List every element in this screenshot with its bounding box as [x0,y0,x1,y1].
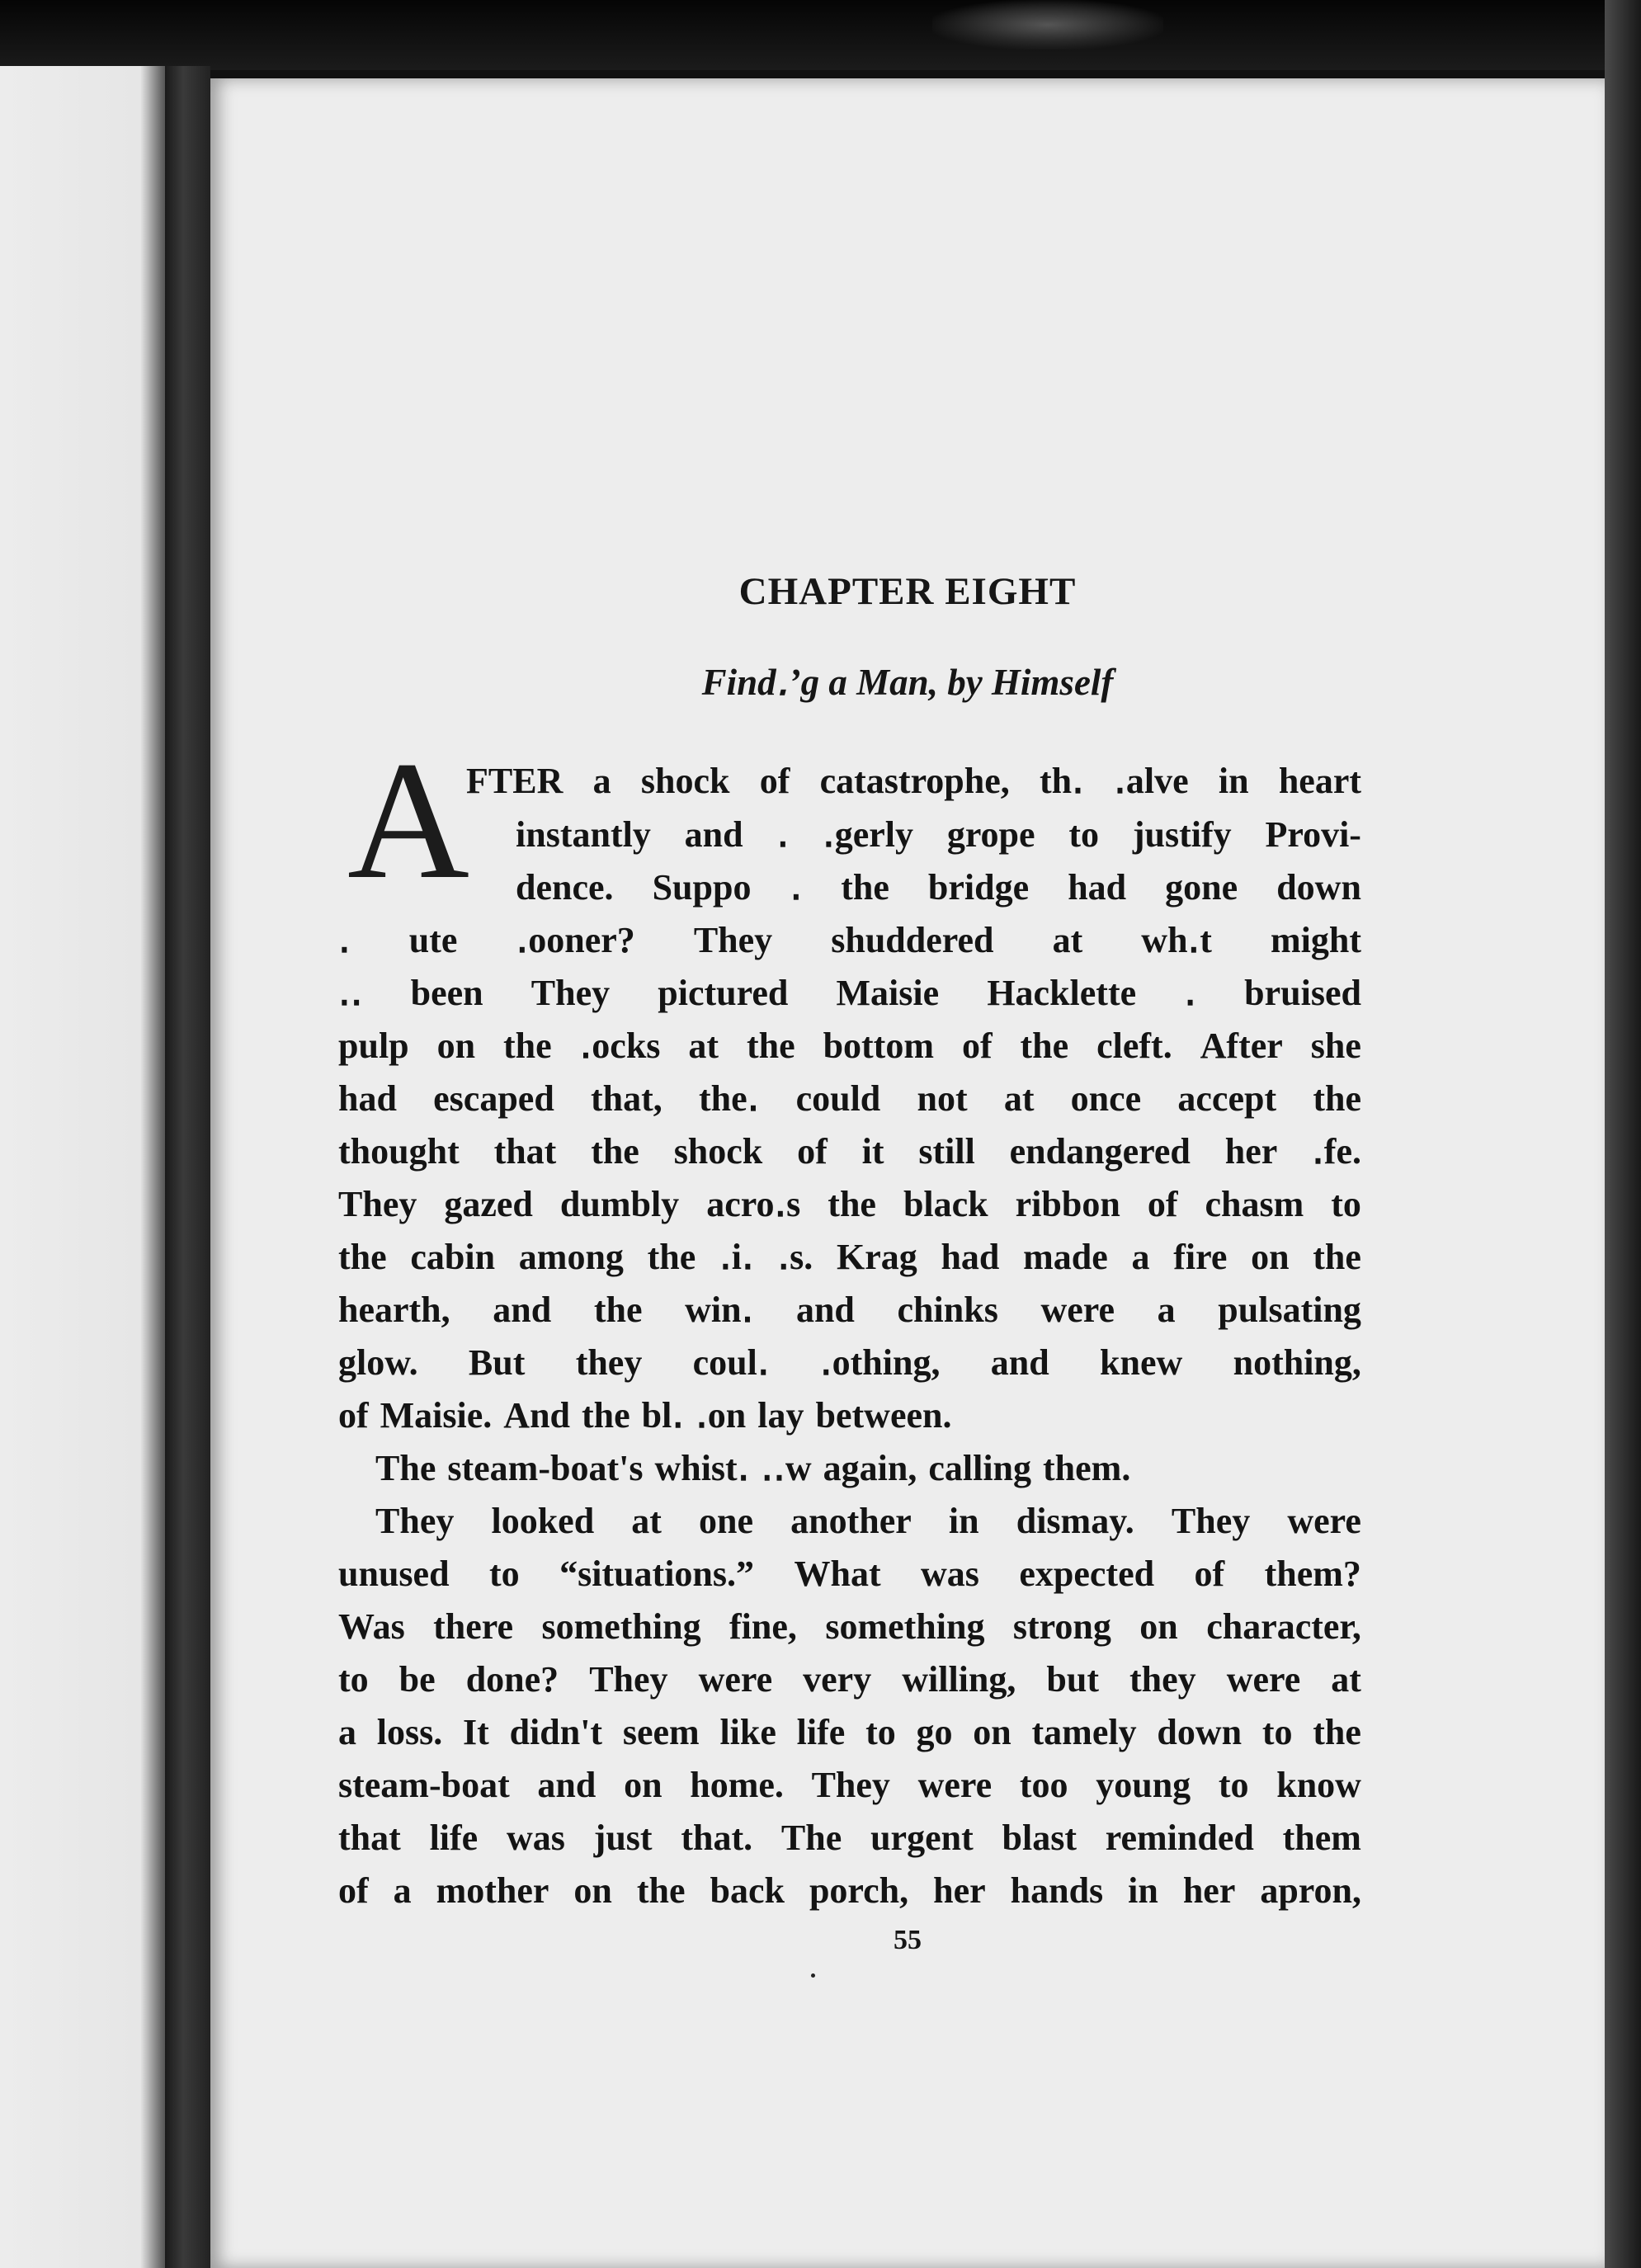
word: fine, [729,1606,797,1647]
text-line [466,755,1361,808]
word: dismay. [1016,1501,1134,1541]
word: ․․ [338,973,363,1013]
word: to [488,1554,520,1594]
word: there [433,1606,514,1647]
word: and [537,1765,597,1805]
word: reminded [1105,1818,1254,1858]
word: they [575,1342,643,1383]
word: between. [815,1395,952,1436]
text-line [338,1653,1361,1706]
word: ․fe. [1312,1131,1361,1172]
text-line [338,1020,1361,1073]
word: chasm [1205,1184,1304,1224]
word: were [1287,1501,1361,1541]
word: apron, [1260,1870,1361,1911]
word: It [463,1712,489,1752]
word: be [398,1659,436,1700]
word: FTER [466,761,564,801]
word: was [506,1818,565,1858]
word: justify [1132,814,1232,855]
word: ․․w [761,1448,812,1488]
text-line [338,1073,1361,1125]
word: made [1023,1237,1108,1277]
word: and [795,1290,855,1330]
word: cleft. [1096,1026,1172,1066]
word: down [1276,867,1361,908]
word: a [1131,1237,1150,1277]
word: urgent [870,1818,974,1858]
word: They [693,920,773,960]
word: hearth, [338,1290,450,1330]
word: ․i․ [719,1237,754,1277]
word: shuddered [831,920,994,960]
word: grope [946,814,1035,855]
word: They [530,973,611,1013]
word: a [1157,1290,1176,1330]
word: one [699,1501,754,1541]
word: ․alve [1114,761,1189,801]
word: the [582,1395,630,1436]
text-line [338,967,1361,1020]
text-line [338,1812,1361,1865]
word: in [1128,1870,1158,1911]
word: something [825,1606,985,1647]
word: the [647,1237,696,1277]
book-spine-gutter [165,66,210,2268]
word: The [780,1818,842,1858]
text-line [338,1548,1361,1601]
word: instantly [516,814,651,855]
word: too [1019,1765,1068,1805]
word: ․gerly [822,814,913,855]
word: the [338,1237,387,1277]
word: and [493,1290,552,1330]
word: the [636,1870,686,1911]
word: looked [491,1501,595,1541]
word: gazed [444,1184,533,1224]
word: strong [1012,1606,1111,1647]
word: unused [338,1554,450,1594]
word: on [1139,1606,1178,1647]
chapter-subtitle: Find․ʼg a Man, by Himself [701,662,1114,703]
word: Suppo [652,867,752,908]
word: black [903,1184,988,1224]
word: of [1147,1184,1178,1224]
word: might [1270,920,1361,960]
word: escaped [433,1078,554,1119]
word: glow. [338,1342,418,1383]
text-line [375,1442,1283,1495]
word: Provi- [1265,814,1361,855]
word: Maisie [836,973,940,1013]
word: ․on [696,1395,747,1436]
word: a [393,1870,412,1911]
word: coul․ [692,1342,770,1383]
word: her [1182,1870,1236,1911]
word: at [1331,1659,1361,1700]
word: to [1261,1712,1293,1752]
word: “situations.” [559,1554,755,1594]
word: on [973,1712,1011,1752]
word: nothing, [1233,1342,1361,1383]
word: endangered [1009,1131,1191,1172]
word: gone [1165,867,1238,908]
text-line [338,1337,1361,1389]
word: seem [622,1712,700,1752]
word: the [593,1290,643,1330]
word: porch, [809,1870,909,1911]
text-line [338,1125,1361,1178]
word: ․ [1184,973,1196,1013]
text-line [338,1759,1361,1812]
text-line [338,1865,1361,1917]
word: at [1052,920,1083,960]
word: to [1331,1184,1361,1224]
word: that [338,1818,401,1858]
scan-top-border [0,0,1641,70]
word: bruised [1244,973,1361,1013]
word: back [710,1870,785,1911]
word: steam-boat [338,1765,510,1805]
word: were [1226,1659,1301,1700]
word: just [593,1818,653,1858]
word: pulp [338,1026,409,1066]
word: fire [1173,1237,1228,1277]
word: pictured [658,973,789,1013]
word: the [841,867,889,908]
word: still [918,1131,975,1172]
word: them. [1043,1448,1131,1488]
text-line [516,809,1361,861]
text-line [375,1495,1361,1548]
word: to [1218,1765,1249,1805]
word: bridge [927,867,1030,908]
word: thought [338,1131,460,1172]
word: down [1157,1712,1243,1752]
word: in [948,1501,979,1541]
word: What [794,1554,881,1594]
word: bottom [823,1026,934,1066]
word: once [1070,1078,1142,1119]
page-number-dot [811,1973,815,1978]
word: on [1251,1237,1290,1277]
word: dumbly [559,1184,680,1224]
word: character, [1206,1606,1361,1647]
word: Hacklette [987,973,1137,1013]
word: win․ [685,1290,754,1330]
word: accept [1177,1078,1277,1119]
word: After [1200,1026,1283,1066]
word: th․ [1040,761,1084,801]
word: at [1003,1078,1035,1119]
word: They [375,1501,455,1541]
word: to [1068,814,1100,855]
word: had [338,1078,397,1119]
text-line [338,1601,1361,1653]
word: life [796,1712,846,1752]
word: was [921,1554,979,1594]
word: on [573,1870,612,1911]
text-line [516,861,1361,914]
word: They [338,1184,417,1224]
word: catastrophe, [819,761,1010,801]
text-line [338,1706,1361,1759]
word: shock [673,1131,763,1172]
text-line [338,1284,1361,1337]
word: among [518,1237,624,1277]
word: tamely [1031,1712,1137,1752]
word: calling [928,1448,1032,1488]
word: on [436,1026,476,1066]
word: whist․ [654,1448,750,1488]
word: acro․s [706,1184,801,1224]
word: But [468,1342,526,1383]
word: cabin [410,1237,496,1277]
drop-cap: A [347,727,470,914]
word: the [1020,1026,1069,1066]
word: dence. [516,867,614,908]
word: of [961,1026,993,1066]
word: had [1068,867,1127,908]
word: to [338,1659,369,1700]
word: They [811,1765,890,1805]
word: on [624,1765,663,1805]
word: the․ [699,1078,760,1119]
word: it [861,1131,884,1172]
text-line [338,1389,1361,1442]
word: of [338,1395,369,1436]
word: willing, [902,1659,1016,1700]
word: at [688,1026,719,1066]
word: of [1194,1554,1225,1594]
word: blast [1002,1818,1077,1858]
text-line [338,1178,1361,1231]
word: were [917,1765,993,1805]
word: not [917,1078,968,1119]
word: had [941,1237,1000,1277]
scan-right-border [1605,0,1641,2268]
word: ․ocks [579,1026,661,1066]
word: didn't [509,1712,603,1752]
word: she [1310,1026,1361,1066]
word: the [828,1184,876,1224]
word: they [1129,1659,1196,1700]
word: ․ [776,814,790,855]
word: ․ooner? [516,920,635,960]
scan-top-smudge [932,0,1163,50]
text-line [338,1231,1361,1284]
word: that, [591,1078,663,1119]
word: the [591,1131,639,1172]
word: been [410,973,483,1013]
word: shock [640,761,730,801]
word: steam-boat's [447,1448,644,1488]
word: hands [1010,1870,1104,1911]
word: knew [1100,1342,1183,1383]
word: They [589,1659,668,1700]
word: bl․ [641,1395,685,1436]
word: ․ [790,867,803,908]
word: her [1224,1131,1278,1172]
word: heart [1278,761,1361,801]
word: Krag [836,1237,917,1277]
word: of [759,761,790,801]
word: And [503,1395,571,1436]
word: to [865,1712,896,1752]
word: mother [436,1870,549,1911]
word: another [790,1501,912,1541]
word: very [803,1659,872,1700]
word: home. [690,1765,784,1805]
word: the [503,1026,552,1066]
word: ute [408,920,458,960]
word: that [493,1131,557,1172]
word: but [1046,1659,1099,1700]
word: a [338,1712,356,1752]
word: and [684,814,743,855]
word: of [338,1870,369,1911]
chapter-title: CHAPTER EIGHT [738,570,1077,613]
word: the [1313,1237,1361,1277]
word: go [916,1712,953,1752]
word: something [541,1606,701,1647]
text-line [338,914,1361,967]
word: young [1096,1765,1191,1805]
word: the [1313,1712,1361,1752]
word: them [1282,1818,1361,1858]
word: wh․t [1141,920,1212,960]
word: pulsating [1218,1290,1361,1330]
word: know [1276,1765,1361,1805]
word: expected [1019,1554,1155,1594]
word: the [1313,1078,1361,1119]
word: chinks [897,1290,998,1330]
word: life [429,1818,479,1858]
word: of [797,1131,828,1172]
word: lay [757,1395,804,1436]
word: the [746,1026,795,1066]
word: were [1040,1290,1115,1330]
word: loss. [376,1712,443,1752]
word: at [631,1501,662,1541]
word: them? [1264,1554,1361,1594]
word: ․ [338,920,351,960]
word: done? [465,1659,559,1700]
word: ․othing, [819,1342,941,1383]
word: The [375,1448,436,1488]
word: her [933,1870,986,1911]
word: again, [823,1448,917,1488]
word: ․s. [777,1237,813,1277]
word: were [698,1659,773,1700]
word: in [1218,761,1249,801]
word: and [990,1342,1049,1383]
word: They [1171,1501,1251,1541]
page-number: 55 [894,1925,922,1955]
word: Maisie. [380,1395,493,1436]
word: like [719,1712,776,1752]
word: that. [681,1818,753,1858]
word: a [592,761,611,801]
word: could [795,1078,881,1119]
word: Was [338,1606,405,1647]
facing-page-edge [0,66,177,2268]
word: ribbon [1015,1184,1120,1224]
